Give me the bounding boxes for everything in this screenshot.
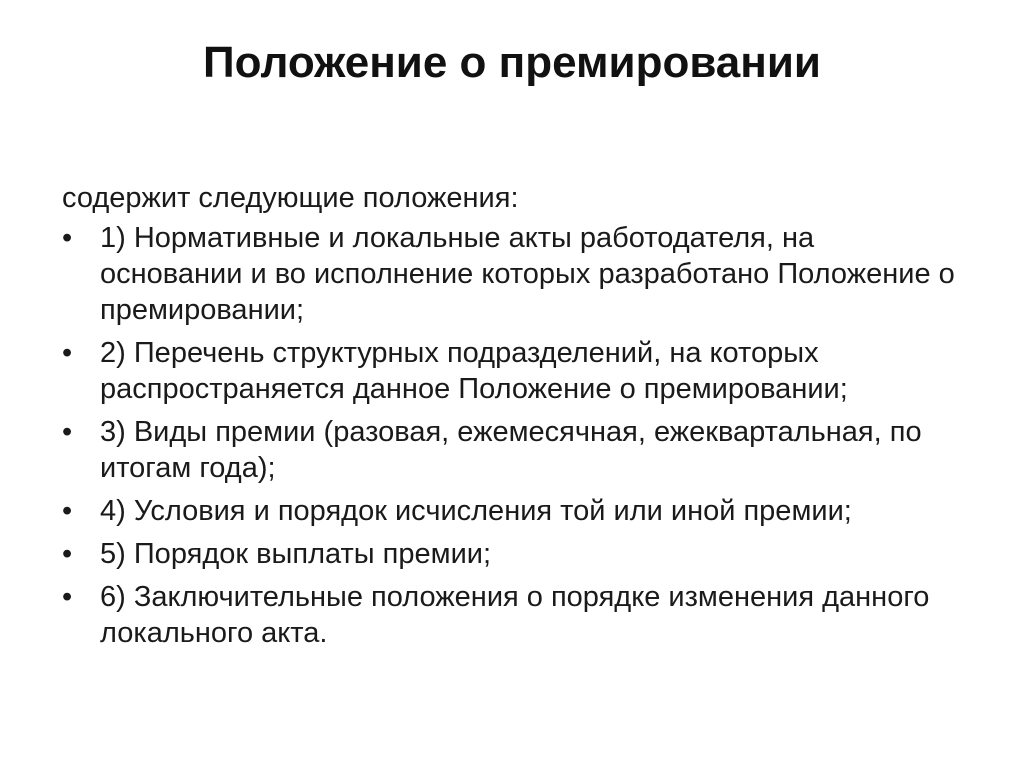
intro-text: содержит следующие положения: xyxy=(62,182,519,214)
list-item-text: 4) Условия и порядок исчисления той или иной премии; xyxy=(100,495,852,527)
list-item xyxy=(62,536,962,572)
slide-title: Положение о премировании xyxy=(203,38,821,87)
slide-body xyxy=(62,180,962,658)
list-item-text: 2) Перечень структурных подразделений, на которых распространяется данное Положение о премировании; xyxy=(100,337,848,405)
bullet-icon: • xyxy=(62,337,73,369)
bullet-icon: • xyxy=(62,416,73,448)
bullet-icon: • xyxy=(62,538,73,570)
list-item-text: 1) Нормативные и локальные акты работодателя, на основании и во исполнение которых разработано Положение о премировании; xyxy=(100,222,955,326)
list-item xyxy=(62,220,962,328)
bullet-icon: • xyxy=(62,581,73,613)
bullet-list xyxy=(62,220,962,651)
list-item xyxy=(62,579,962,651)
list-item xyxy=(62,414,962,486)
list-item-text: 3) Виды премии (разовая, ежемесячная, ежеквартальная, по итогам года); xyxy=(100,416,922,484)
list-item xyxy=(62,493,962,529)
list-item-text: 6) Заключительные положения о порядке изменения данного локального акта. xyxy=(100,581,930,649)
bullet-icon: • xyxy=(62,222,73,254)
list-item xyxy=(62,335,962,407)
bullet-icon: • xyxy=(62,495,73,527)
list-item-text: 5) Порядок выплаты премии; xyxy=(100,538,492,570)
